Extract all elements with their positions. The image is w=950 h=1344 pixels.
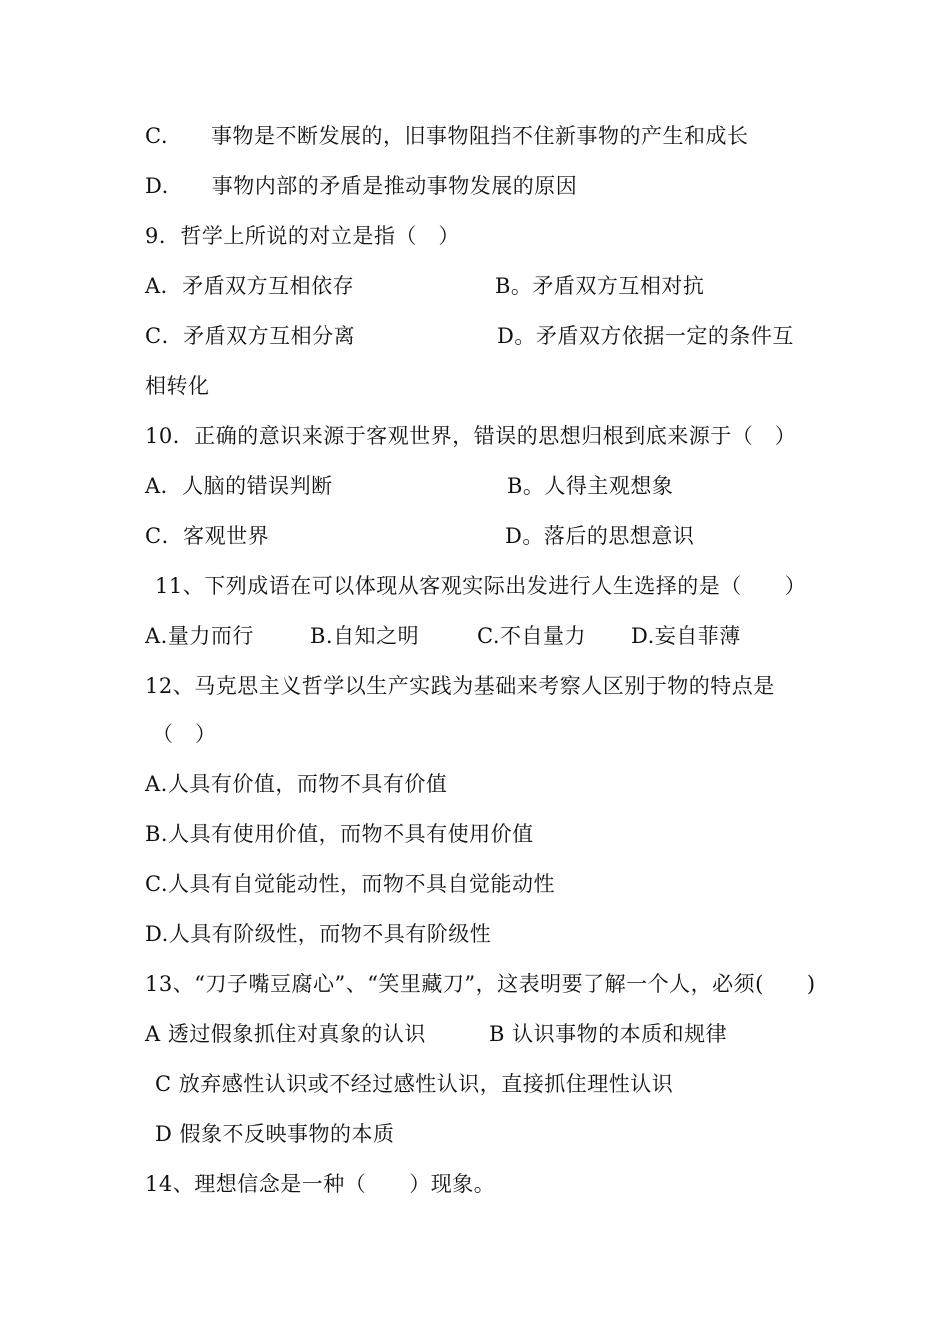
- q9-option-b: B。矛盾双方互相对抗: [495, 274, 705, 298]
- question-14: 14、理想信念是一种（ ）现象。: [145, 1172, 496, 1196]
- q13-option-b: B 认识事物的本质和规律: [489, 1022, 728, 1046]
- q13-option-d: D 假象不反映事物的本质: [155, 1122, 395, 1146]
- question-9: 9．哲学上所说的对立是指（ ）: [145, 224, 460, 248]
- q12-answer-blank: （ ）: [152, 722, 217, 746]
- q8-option-d: D. 事物内部的矛盾是推动事物发展的原因: [145, 174, 578, 198]
- q10-option-d: D。落后的思想意识: [505, 524, 695, 548]
- q12-option-a: A.人具有价值，而物不具有价值: [145, 772, 448, 796]
- question-12: 12、马克思主义哲学以生产实践为基础来考察人区别于物的特点是: [145, 674, 775, 698]
- q9-option-d: D。矛盾双方依据一定的条件互: [497, 324, 794, 348]
- question-11: 11、下列成语在可以体现从客观实际出发进行人生选择的是（ ）: [155, 574, 807, 598]
- q8-option-c: C. 事物是不断发展的，旧事物阻挡不住新事物的产生和成长: [145, 124, 749, 148]
- q9-option-c: C．矛盾双方互相分离: [145, 324, 356, 348]
- q12-option-d: D.人具有阶级性，而物不具有阶级性: [145, 922, 492, 946]
- q12-option-c: C.人具有自觉能动性，而物不具自觉能动性: [145, 872, 555, 896]
- q12-option-b: B.人具有使用价值，而物不具有使用价值: [145, 822, 534, 846]
- q11-option-c: C.不自量力: [477, 624, 586, 648]
- q13-option-a: A 透过假象抓住对真象的认识: [145, 1022, 426, 1046]
- q10-option-c: C．客观世界: [145, 524, 270, 548]
- q11-option-a: A.量力而行: [145, 624, 254, 648]
- question-10: 10．正确的意识来源于客观世界，错误的思想归根到底来源于（ ）: [145, 424, 797, 448]
- q9-option-a: A．矛盾双方互相依存: [145, 274, 355, 298]
- q13-option-c: C 放弃感性认识或不经过感性认识，直接抓住理性认识: [155, 1072, 674, 1096]
- question-13: 13、“刀子嘴豆腐心”、“笑里藏刀”，这表明要了解一个人，必须( ): [145, 972, 816, 996]
- q10-option-b: B。人得主观想象: [507, 474, 674, 498]
- q10-option-a: A．人脑的错误判断: [145, 474, 333, 498]
- q9-option-d-continued: 相转化: [145, 374, 210, 398]
- q11-option-b: B.自知之明: [310, 624, 420, 648]
- q11-option-d: D.妄自菲薄: [631, 624, 741, 648]
